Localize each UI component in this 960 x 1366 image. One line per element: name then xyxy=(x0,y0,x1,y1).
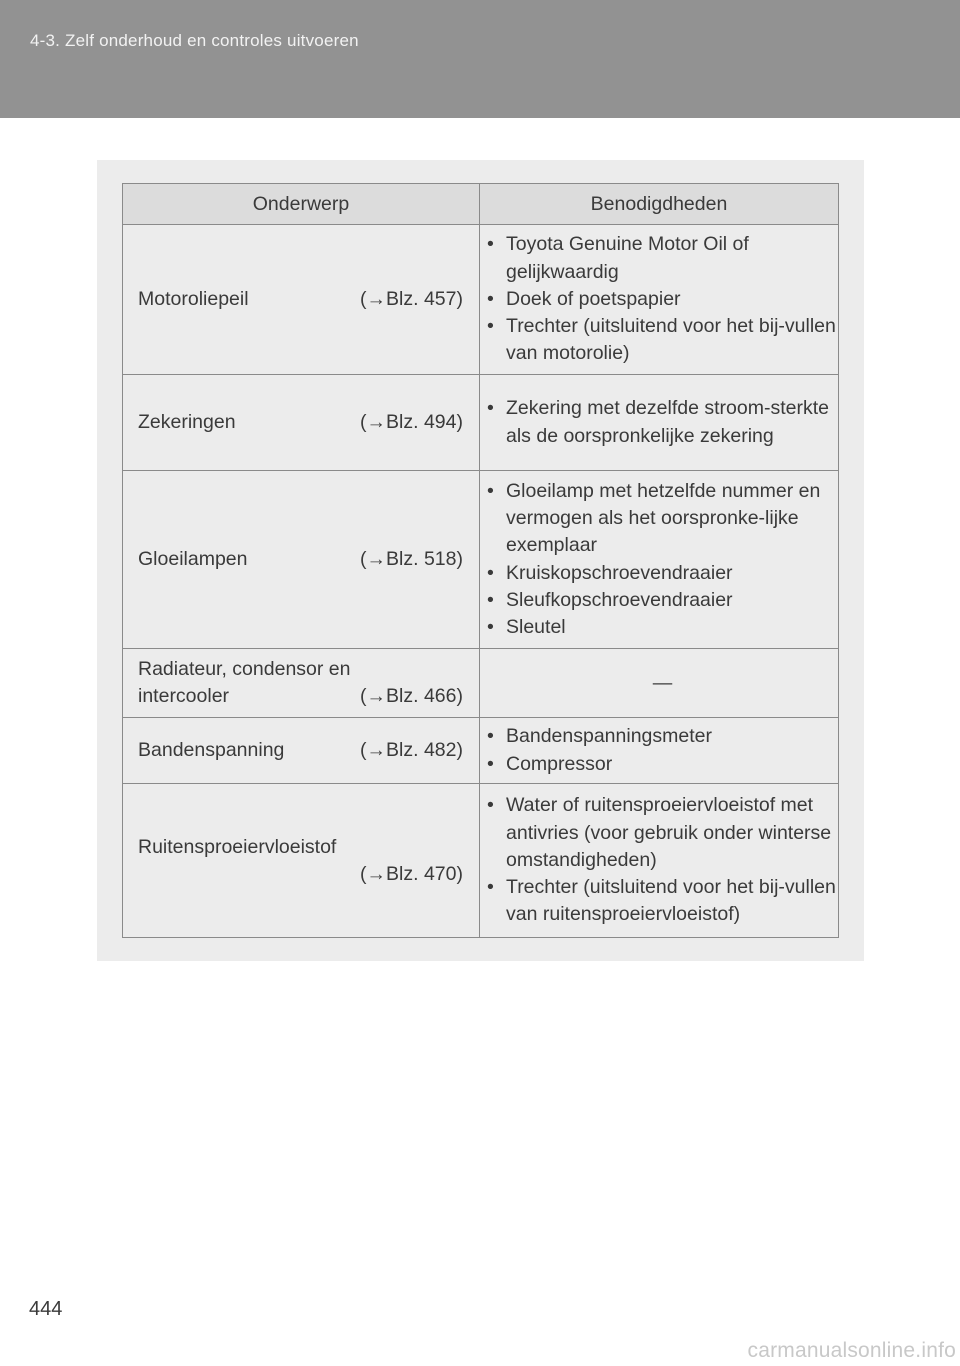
supply-item: • Water of ruitensproeiervloeistof met antivries (voor gebruik onder winterse omstandigheden) xyxy=(487,792,838,874)
supply-item: • Trechter (uitsluitend voor het bij-vullen van motorolie) xyxy=(487,313,838,368)
table-row xyxy=(123,375,839,471)
page-reference: (→Blz. 494) xyxy=(360,411,463,433)
supplies-cell xyxy=(480,649,839,718)
supply-item: • Zekering met dezelfde stroom-sterkte als de oorspronkelijke zekering xyxy=(487,395,838,450)
table-row xyxy=(123,649,839,718)
supply-item: • Kruiskopschroevendraaier xyxy=(487,560,838,587)
none-dash: — xyxy=(652,671,673,694)
supply-item: • Compressor xyxy=(487,751,838,778)
subject-cell xyxy=(123,784,480,938)
supply-item: • Toyota Genuine Motor Oil of gelijkwaardig xyxy=(487,231,838,286)
subject-cell xyxy=(123,471,480,649)
maintenance-table xyxy=(122,183,839,938)
supplies-cell xyxy=(480,375,839,471)
section-title: 4-3. Zelf onderhoud en controles uitvoeren xyxy=(30,31,359,50)
subject-name: intercooler xyxy=(138,685,230,707)
table-row xyxy=(123,471,839,649)
subject-name: Zekeringen xyxy=(138,411,236,433)
subject-name: Bandenspanning xyxy=(138,739,285,761)
column-header-subject: Onderwerp xyxy=(123,184,480,225)
page-reference: (→Blz. 457) xyxy=(360,288,463,310)
page-number: 444 xyxy=(29,1298,63,1320)
supply-item: • Trechter (uitsluitend voor het bij-vullen van ruitensproeiervloeistof) xyxy=(487,874,838,929)
supplies-cell xyxy=(480,225,839,375)
table-row xyxy=(123,784,839,938)
subject-name: Ruitensproeiervloeistof xyxy=(138,835,337,858)
table-row xyxy=(123,718,839,784)
supplies-cell xyxy=(480,471,839,649)
table-row xyxy=(123,225,839,375)
subject-cell xyxy=(123,718,480,784)
subject-name: Radiateur, condensor en xyxy=(138,658,351,680)
supply-item: • Bandenspanningsmeter xyxy=(487,723,838,750)
subject-name: Motoroliepeil xyxy=(138,288,249,310)
subject-cell xyxy=(123,649,480,718)
page-reference: (→Blz. 466) xyxy=(360,685,463,707)
subject-name: Gloeilampen xyxy=(138,548,248,570)
supplies-cell xyxy=(480,718,839,784)
section-header xyxy=(0,0,960,118)
supply-item: • Gloeilamp met hetzelfde nummer en vermogen als het oorspronke-lijke exemplaar xyxy=(487,478,838,560)
watermark-url: carmanualsonline.info xyxy=(747,1339,956,1362)
column-header-supplies: Benodigdheden xyxy=(480,184,839,225)
supply-item: • Sleufkopschroevendraaier xyxy=(487,587,838,614)
page-reference: (→Blz. 482) xyxy=(360,739,463,761)
page-reference: (→Blz. 470) xyxy=(360,862,463,885)
subject-cell xyxy=(123,225,480,375)
supplies-cell xyxy=(480,784,839,938)
table-header-row xyxy=(123,184,839,225)
page-reference: (→Blz. 518) xyxy=(360,548,463,570)
subject-cell xyxy=(123,375,480,471)
supply-item: • Doek of poetspapier xyxy=(487,286,838,313)
supply-item: • Sleutel xyxy=(487,614,838,641)
